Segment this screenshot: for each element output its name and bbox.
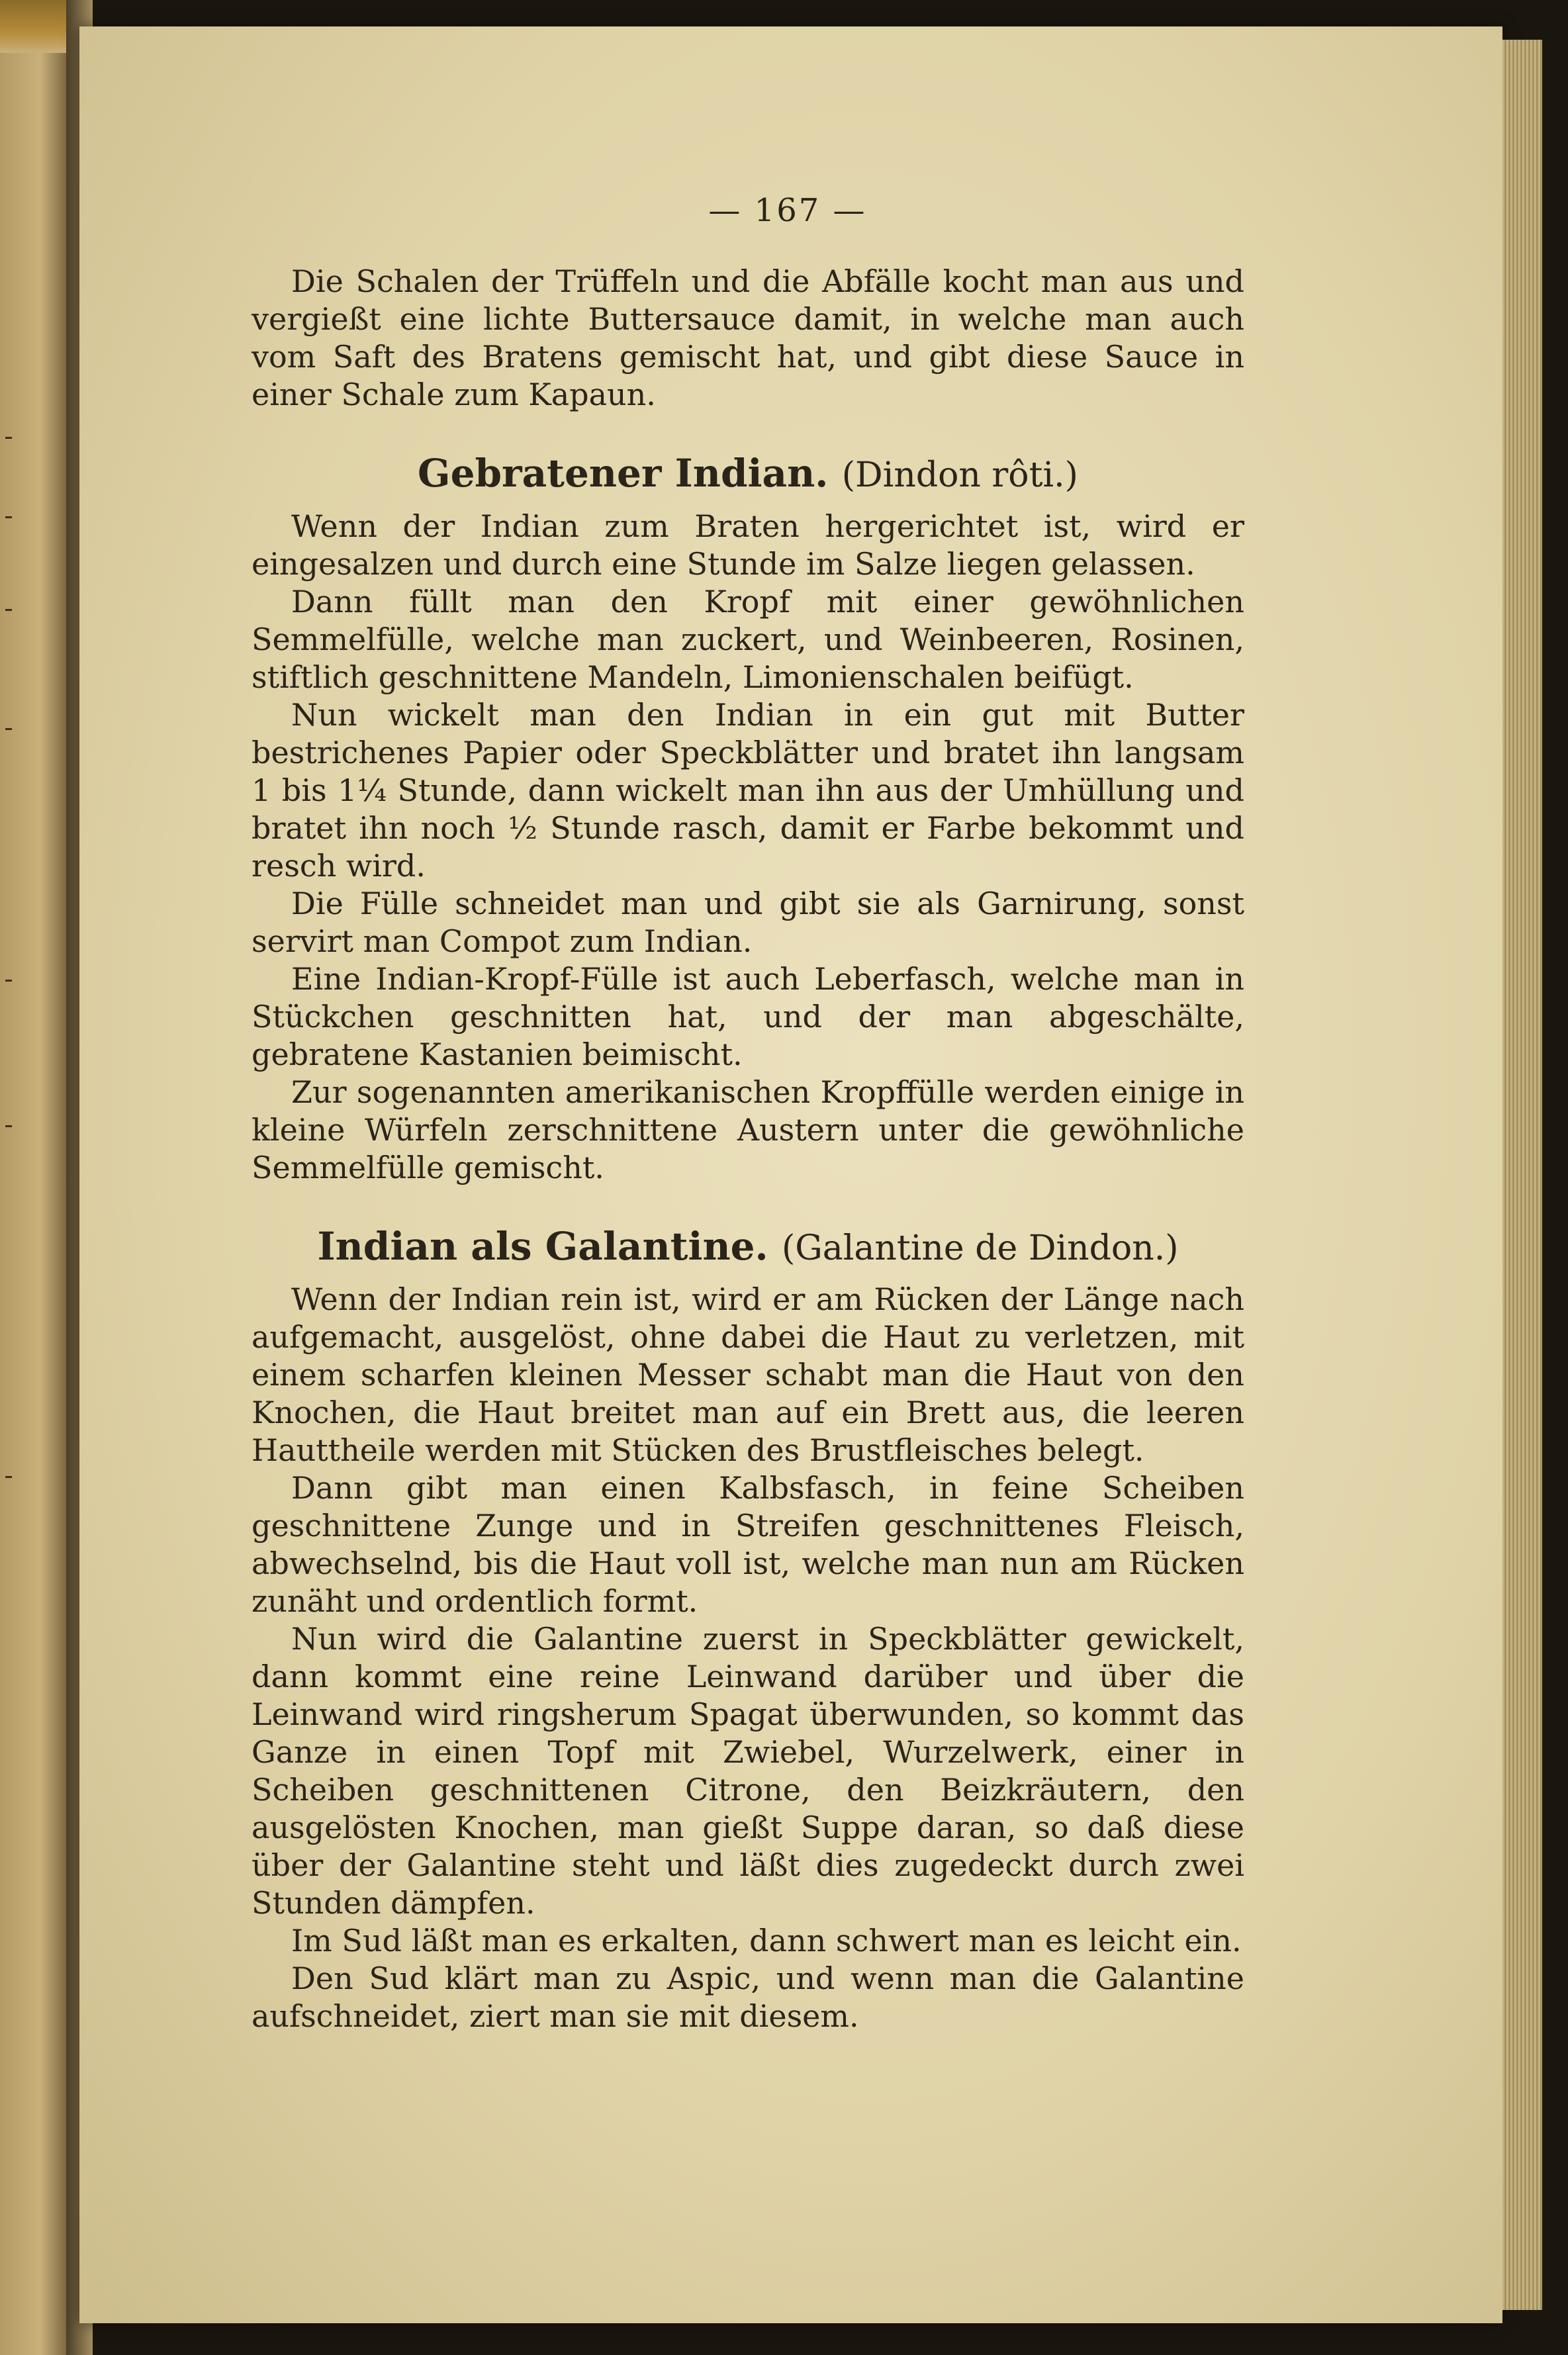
edge-mark bbox=[5, 516, 12, 518]
paragraph: Die Fülle schneidet man und gibt sie als Garnirung, sonst servirt man Compot zum Indian. bbox=[252, 886, 1244, 959]
paragraph: Wenn der Indian zum Braten hergerichtet ist, wird er eingesalzen und durch eine Stunde im Salze liegen gelassen. bbox=[252, 508, 1244, 582]
section-subtitle: (Galantine de Dindon.) bbox=[781, 1228, 1179, 1268]
edge-mark bbox=[5, 1125, 12, 1127]
paragraph: Im Sud läßt man es erkalten, dann schwert man es leicht ein. bbox=[291, 1923, 1242, 1959]
section-title: Gebratener Indian. bbox=[418, 451, 829, 496]
section-heading-indian-als-galantine bbox=[252, 1223, 1244, 1271]
section-subtitle: (Dindon rôti.) bbox=[841, 455, 1078, 495]
paragraph: Nun wickelt man den Indian in ein gut mit Butter bestrichenes Papier oder Speckblätter und bratet ihn langsam 1 bis 1¼ Stunde, dann wickelt man ihn aus der Umhüllung und bratet ihn noch ½ Stunde rasch, damit er Farbe bekommt und resch wird. bbox=[252, 697, 1244, 884]
paragraph: Dann füllt man den Kropf mit einer gewöhnlichen Semmelfülle, welche man zuckert, und Weinbeeren, Rosinen, stiftlich geschnittene Mandeln, Limonienschalen beifügt. bbox=[252, 584, 1244, 695]
paragraph: Den Sud klärt man zu Aspic, und wenn man die Galantine aufschneidet, ziert man sie mit diesem. bbox=[252, 1961, 1244, 2034]
page-text bbox=[252, 192, 1244, 2035]
edge-mark bbox=[5, 609, 12, 611]
paragraph: Zur sogenannten amerikanischen Kropffülle werden einige in kleine Würfeln zerschnittene Austern unter die gewöhnliche Semmelfülle gemischt. bbox=[252, 1074, 1244, 1185]
edge-mark bbox=[5, 980, 12, 982]
paragraph: Eine Indian-Kropf-Fülle ist auch Leberfasch, welche man in Stückchen geschnitten hat, und der man abgeschälte, gebratene Kastanien beimischt. bbox=[252, 961, 1244, 1072]
page-number: — 167 — bbox=[708, 192, 867, 229]
section-heading-gebratener-indian bbox=[252, 450, 1244, 498]
edge-mark bbox=[5, 1476, 12, 1478]
page-stack-edge bbox=[1502, 40, 1542, 2310]
intro-paragraph: Die Schalen der Trüffeln und die Abfälle kocht man aus und vergießt eine lichte Buttersauce damit, in welche man auch vom Saft des Bratens gemischt hat, und gibt diese Sauce in einer Schale zum Kapaun. bbox=[252, 263, 1244, 412]
edge-mark bbox=[5, 728, 12, 730]
paragraph: Wenn der Indian rein ist, wird er am Rücken der Länge nach aufgemacht, ausgelöst, ohne dabei die Haut zu verletzen, mit einem scharfen kleinen Messer schabt man die Haut von den Knochen, die Haut breitet man auf ein Brett aus, die leeren Hauttheile werden mit Stücken des Brustfleisches belegt. bbox=[252, 1281, 1244, 1468]
paragraph: Nun wird die Galantine zuerst in Speckblätter gewickelt, dann kommt eine reine Leinwand darüber und über die Leinwand wird ringsherum Spagat überwunden, so kommt das Ganze in einen Topf mit Zwiebel, Wurzelwerk, einer in Scheiben geschnittenen Citrone, den Beizkräutern, den ausgelösten Knochen, man gießt Suppe daran, so daß diese über der Galantine steht und läßt dies zugedeckt durch zwei Stunden dämpfen. bbox=[252, 1621, 1244, 1921]
binding-strip bbox=[0, 0, 73, 53]
paragraph: Dann gibt man einen Kalbsfasch, in feine Scheiben geschnittene Zunge und in Streifen geschnittenes Fleisch, abwechselnd, bis die Haut voll ist, welche man nun am Rücken zunäht und ordentlich formt. bbox=[252, 1470, 1244, 1619]
left-page-edge bbox=[0, 0, 73, 2355]
edge-mark bbox=[5, 437, 12, 439]
section-title: Indian als Galantine. bbox=[317, 1224, 768, 1269]
